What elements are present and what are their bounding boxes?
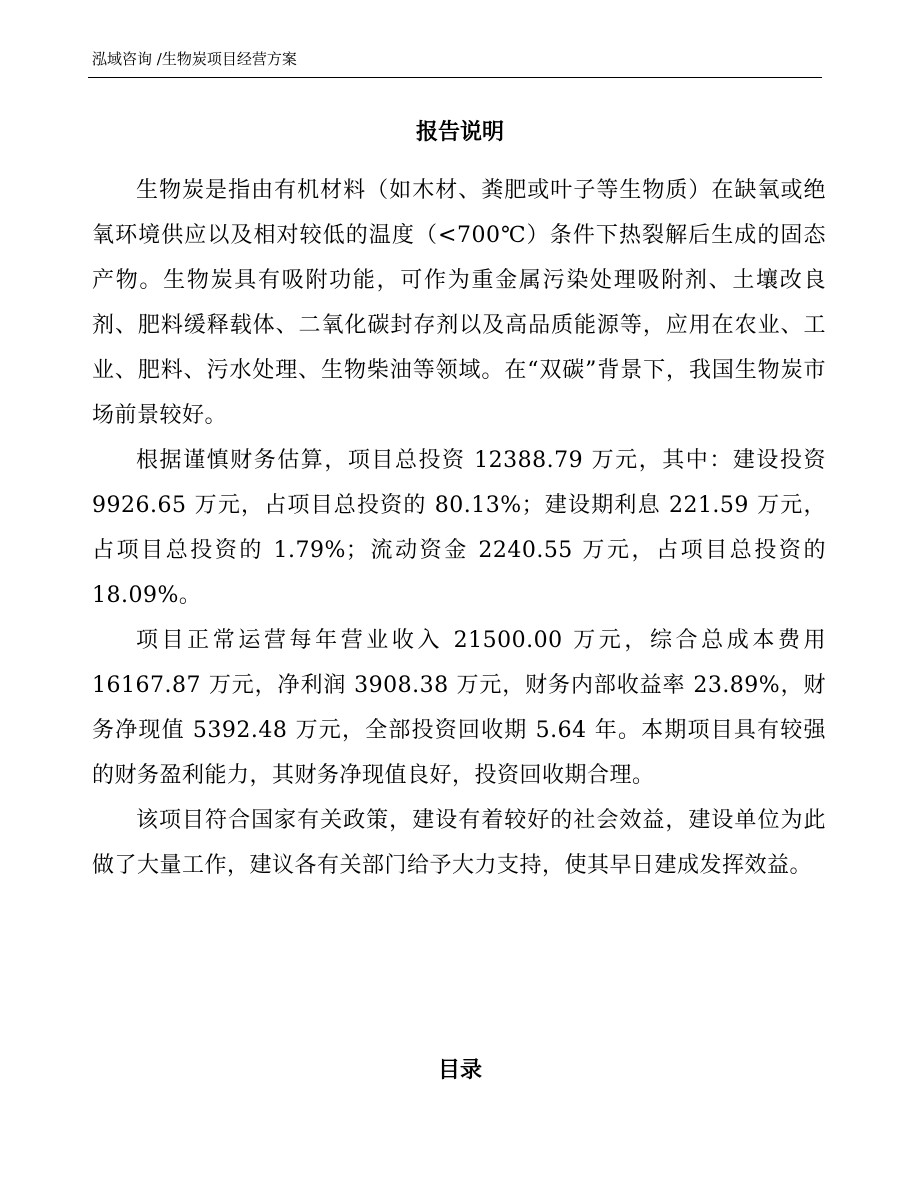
report-body	[92, 168, 826, 888]
paragraph-investment: 根据谨慎财务估算，项目总投资 12388.79 万元，其中：建设投资 9926.65 万元，占项目总投资的 80.13%；建设期利息 221.59 万元，占项目总投资的 1.79%；流动资金 2240.55 万元，占项目总投资的 18.09%。	[92, 448, 826, 608]
paragraph-intro: 生物炭是指由有机材料（如木材、粪肥或叶子等生物质）在缺氧或绝氧环境供应以及相对较低的温度（<700℃）条件下热裂解后生成的固态产物。生物炭具有吸附功能，可作为重金属污染处理吸附剂、土壤改良剂、肥料缓释载体、二氧化碳封存剂以及高品质能源等，应用在农业、工业、肥料、污水处理、生物柴油等领域。在“双碳”背景下，我国生物炭市场前景较好。	[92, 178, 826, 428]
report-title: 报告说明	[415, 120, 504, 145]
toc-title: 目录	[437, 1058, 482, 1083]
document-header: 泓域咨询 /生物炭项目经营方案	[92, 50, 297, 68]
paragraph-revenue: 项目正常运营每年营业收入 21500.00 万元，综合总成本费用 16167.87 万元，净利润 3908.38 万元，财务内部收益率 23.89%，财务净现值 5392.48 万元，全部投资回收期 5.64 年。本期项目具有较强的财务盈利能力，其财务净现值良好，投资回收期合理。	[92, 628, 826, 788]
header-divider	[88, 77, 822, 78]
paragraph-conclusion: 该项目符合国家有关政策，建设有着较好的社会效益，建设单位为此做了大量工作，建议各有关部门给予大力支持，使其早日建成发挥效益。	[92, 808, 826, 878]
